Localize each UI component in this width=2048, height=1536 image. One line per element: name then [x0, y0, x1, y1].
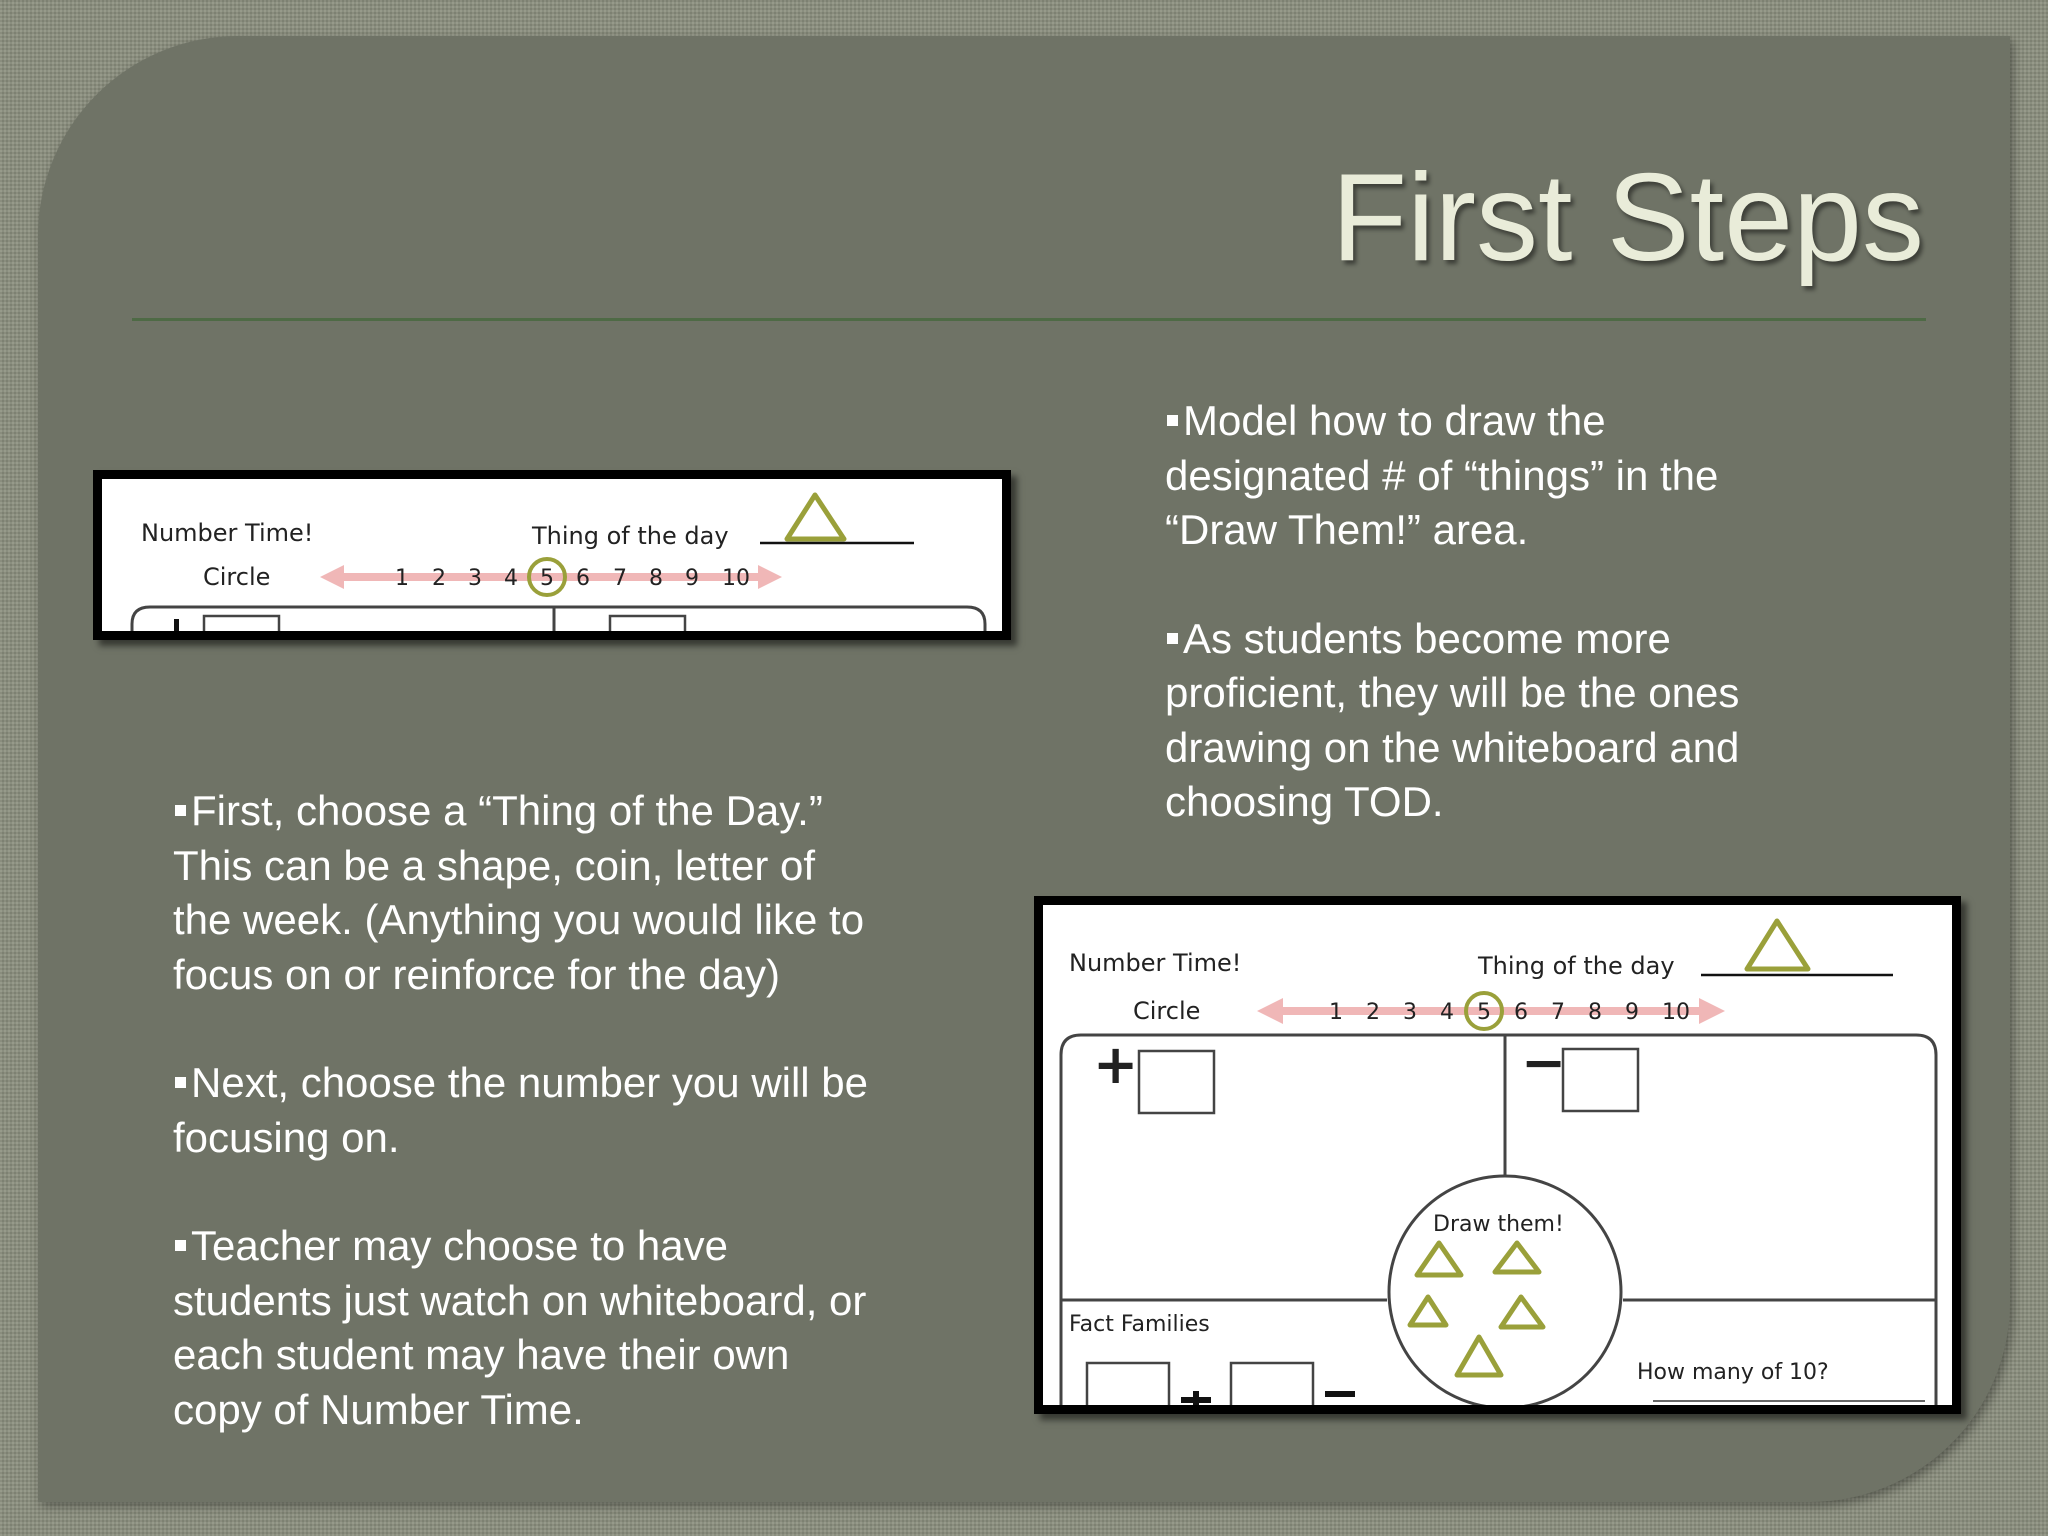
ws2-number-9: 9 — [1625, 1000, 1639, 1025]
ws2-number-10: 10 — [1662, 1000, 1690, 1025]
number-5: 5 — [540, 566, 554, 591]
ws2-number-6: 6 — [1514, 1000, 1528, 1025]
ws2-thing-label: Thing of the day — [1478, 952, 1675, 980]
ws2-number-7: 7 — [1551, 1000, 1565, 1025]
number-9: 9 — [685, 566, 699, 591]
ws2-number-2: 2 — [1366, 1000, 1380, 1025]
ws2-number-1: 1 — [1329, 1000, 1343, 1025]
right-paragraph-2: As students become more proficient, they will be the ones drawing on the whiteboard and choosing TOD. — [1165, 614, 1740, 825]
number-1: 1 — [395, 566, 409, 591]
fact-families-label: Fact Families — [1069, 1312, 1210, 1337]
ws-circle-label: Circle — [203, 563, 271, 591]
right-text-block — [1165, 394, 1739, 884]
ws-title: Number Time! — [141, 519, 314, 547]
how-many-label: How many of 10? — [1637, 1360, 1829, 1385]
number-10: 10 — [722, 566, 750, 591]
ws2-number-8: 8 — [1588, 1000, 1602, 1025]
ws2-number-3: 3 — [1403, 1000, 1417, 1025]
left-paragraph-2: Next, choose the number you will be focusing on. — [173, 1059, 869, 1161]
ws-thing-label: Thing of the day — [532, 522, 729, 550]
slide-title: First Steps — [1331, 149, 1924, 287]
ws2-circle-label: Circle — [1133, 997, 1201, 1025]
title-divider — [132, 318, 1926, 321]
bullet-icon — [175, 805, 186, 816]
ws2-number-5: 5 — [1477, 1000, 1491, 1025]
ws2-number-4: 4 — [1440, 1000, 1454, 1025]
bullet-icon — [1167, 415, 1178, 426]
thing-triangle-icon — [787, 495, 844, 539]
minus-sign: − — [1521, 1031, 1567, 1094]
number-3: 3 — [468, 566, 482, 591]
thing-triangle-icon — [1747, 921, 1808, 969]
draw-them-label: Draw them! — [1433, 1212, 1564, 1237]
right-paragraph-1: Model how to draw the designated # of “things” in the “Draw Them!” area. — [1165, 397, 1719, 553]
left-paragraph-3: Teacher may choose to have students just watch on whiteboard, or each student may have their own copy of Number Time. — [173, 1222, 867, 1433]
number-6: 6 — [576, 566, 590, 591]
number-8: 8 — [649, 566, 663, 591]
worksheet-header-image — [93, 470, 1011, 640]
left-text-block — [173, 784, 868, 1491]
left-paragraph-1: First, choose a “Thing of the Day.” This can be a shape, coin, letter of the week. (Anything you would like to focus on or reinforce for the day) — [173, 787, 865, 998]
worksheet-full-image — [1034, 896, 1961, 1414]
bullet-icon — [1167, 633, 1178, 644]
number-2: 2 — [432, 566, 446, 591]
slide — [38, 36, 2010, 1502]
number-4: 4 — [504, 566, 518, 591]
ws2-title: Number Time! — [1069, 949, 1242, 977]
number-7: 7 — [613, 566, 627, 591]
bullet-icon — [175, 1077, 186, 1088]
plus-sign: + — [1093, 1033, 1139, 1096]
bullet-icon — [175, 1240, 186, 1251]
draw-them-circle — [1389, 1176, 1621, 1405]
